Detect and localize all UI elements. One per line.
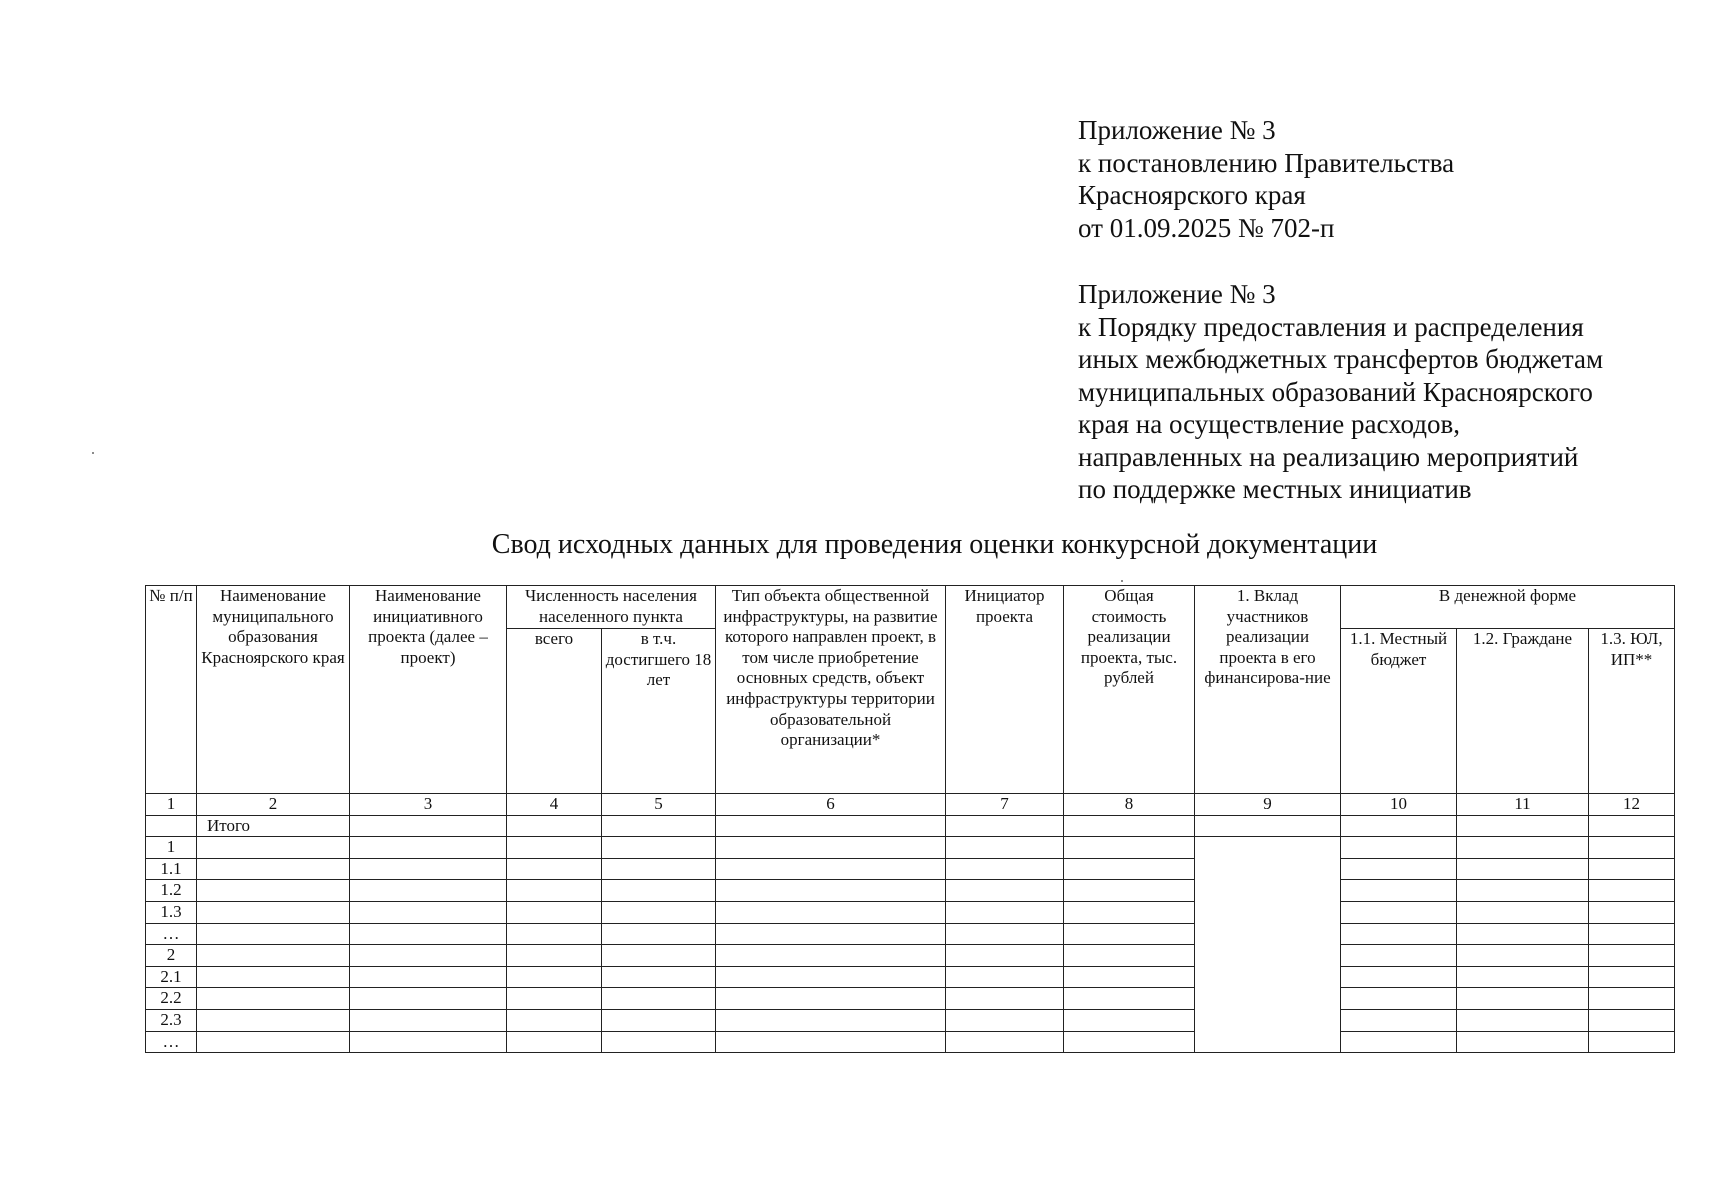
table-row [146, 837, 1675, 859]
table-row [146, 945, 1675, 967]
table-cell [197, 945, 350, 967]
document-title: Свод исходных данных для проведения оценки конкурсной документации [491, 529, 1378, 560]
table-cell [1064, 945, 1195, 967]
row-number: 1.2 [146, 880, 197, 902]
table-cell [602, 988, 716, 1010]
column-number: 5 [602, 794, 716, 816]
table-cell [350, 923, 507, 945]
appendix-top-block [1078, 114, 1454, 244]
table-cell [946, 858, 1064, 880]
appendix-top-line: к постановлению Правительства [1078, 147, 1455, 178]
table-cell [716, 1031, 946, 1053]
column-number: 9 [1195, 794, 1341, 816]
column-number: 3 [350, 794, 507, 816]
table-cell [1341, 1031, 1457, 1053]
table-cell [350, 1031, 507, 1053]
row-number: 1.1 [146, 858, 197, 880]
table-cell [1341, 923, 1457, 945]
table-cell [1457, 1031, 1589, 1053]
row-number: 1 [146, 837, 197, 859]
table-cell [1457, 837, 1589, 859]
table-cell [1589, 880, 1675, 902]
column-number: 10 [1341, 794, 1457, 816]
scan-speck [92, 452, 94, 454]
table-cell [1457, 923, 1589, 945]
table-cell [602, 880, 716, 902]
table-cell [1341, 901, 1457, 923]
table-cell [716, 880, 946, 902]
total-label: Итого [197, 815, 350, 837]
row-number: 2.3 [146, 1009, 197, 1031]
table-cell [197, 837, 350, 859]
table-cell [1457, 880, 1589, 902]
table-cell [350, 880, 507, 902]
table-cell [197, 966, 350, 988]
table-cell [1195, 815, 1341, 837]
header-local-budget: 1.1. Местный бюджет [1341, 629, 1457, 794]
table-cell [602, 966, 716, 988]
table-row [146, 880, 1675, 902]
appendix-top-line: Красноярского края [1078, 180, 1306, 210]
table-cell [1589, 1009, 1675, 1031]
table-row [146, 966, 1675, 988]
table-cell [1064, 880, 1195, 902]
table-cell [602, 1009, 716, 1031]
table-cell [507, 988, 602, 1010]
table-row [146, 923, 1675, 945]
header-population-adults: в т.ч. достигшего 18 лет [602, 629, 716, 794]
table-cell [507, 1031, 602, 1053]
appendix-bottom-line: направленных на реализацию мероприятий [1078, 441, 1579, 472]
header-population-group: Численность населения населенного пункта [507, 586, 716, 629]
table-cell [1064, 966, 1195, 988]
header-row-number: № п/п [146, 586, 197, 794]
appendix-bottom-block [1078, 278, 1603, 506]
row-number: … [146, 923, 197, 945]
table-cell [350, 901, 507, 923]
table-cell [1589, 858, 1675, 880]
appendix-bottom-line: края на осуществление расходов, [1078, 409, 1461, 439]
table-cell [946, 1009, 1064, 1031]
table-row [146, 1031, 1675, 1053]
appendix-bottom-line: муниципальных образований Красноярского [1078, 376, 1593, 407]
table-cell [716, 815, 946, 837]
header-municipality: Наименование муниципального образования Красноярского края [197, 586, 350, 794]
table-row [146, 1009, 1675, 1031]
header-project-name: Наименование инициативного проекта (далее – проект) [350, 586, 507, 794]
column-number: 12 [1589, 794, 1675, 816]
table-cell [197, 1031, 350, 1053]
table-cell [507, 923, 602, 945]
table-cell [507, 858, 602, 880]
table-cell [602, 901, 716, 923]
table-cell [602, 837, 716, 859]
header-population-total: всего [507, 629, 602, 794]
table-cell [350, 858, 507, 880]
table-cell [946, 966, 1064, 988]
header-infrastructure-type: Тип объекта общественной инфраструктуры, на развитие которого направлен проект, в том числе приобретение основных средств, объект инфраструктуры территории образовательной организации* [716, 586, 946, 794]
table-cell [602, 923, 716, 945]
table-cell [507, 815, 602, 837]
table-cell [716, 858, 946, 880]
table-row [146, 858, 1675, 880]
table-cell [946, 815, 1064, 837]
table-cell [507, 901, 602, 923]
table-cell [946, 945, 1064, 967]
table-row [146, 901, 1675, 923]
merged-contribution-cell [1195, 837, 1341, 1053]
table-cell [602, 945, 716, 967]
table-cell [602, 858, 716, 880]
table-cell [1589, 1031, 1675, 1053]
table-cell [1064, 815, 1195, 837]
header-citizens: 1.2. Граждане [1457, 629, 1589, 794]
column-number: 1 [146, 794, 197, 816]
appendix-top-line: Приложение № 3 [1078, 115, 1276, 145]
table-cell [1341, 815, 1457, 837]
table-cell [1064, 988, 1195, 1010]
table-cell [1589, 837, 1675, 859]
table-cell [602, 815, 716, 837]
table-cell [1589, 966, 1675, 988]
table-cell [1457, 901, 1589, 923]
appendix-bottom-line: к Порядку предоставления и распределения [1078, 311, 1584, 342]
table-cell [716, 923, 946, 945]
row-number: … [146, 1031, 197, 1053]
header-legal-entities: 1.3. ЮЛ, ИП** [1589, 629, 1675, 794]
table-cell [1341, 945, 1457, 967]
table-cell [507, 1009, 602, 1031]
summary-table [145, 585, 1675, 1053]
table-cell [946, 837, 1064, 859]
table-cell [350, 837, 507, 859]
table-cell [350, 966, 507, 988]
table-cell [946, 1031, 1064, 1053]
table-cell [1589, 988, 1675, 1010]
table-cell [1341, 1009, 1457, 1031]
table-cell [1341, 880, 1457, 902]
column-number: 8 [1064, 794, 1195, 816]
row-number: 1.3 [146, 901, 197, 923]
table-cell [1064, 837, 1195, 859]
table-cell [1589, 945, 1675, 967]
table-cell [1457, 858, 1589, 880]
column-number: 6 [716, 794, 946, 816]
appendix-bottom-line: иных межбюджетных трансфертов бюджетам [1078, 344, 1604, 374]
appendix-top-line: от 01.09.2025 № 702-п [1078, 212, 1335, 243]
table-cell [1589, 901, 1675, 923]
table-cell [1457, 966, 1589, 988]
header-initiator: Инициатор проекта [946, 586, 1064, 794]
table-cell [197, 901, 350, 923]
table-cell [1064, 923, 1195, 945]
table-cell [1589, 815, 1675, 837]
table-cell [507, 880, 602, 902]
table-cell [507, 966, 602, 988]
column-number: 2 [197, 794, 350, 816]
column-number: 4 [507, 794, 602, 816]
table-cell [602, 1031, 716, 1053]
header-total-cost: Общая стоимость реализации проекта, тыс. рублей [1064, 586, 1195, 794]
table-cell [1457, 815, 1589, 837]
table-cell [350, 945, 507, 967]
table-cell [716, 988, 946, 1010]
table-cell [1457, 988, 1589, 1010]
table-cell [197, 923, 350, 945]
table-cell [1064, 1031, 1195, 1053]
table-cell [1064, 901, 1195, 923]
header-participants-contribution: 1. Вклад участников реализации проекта в его финансирова-ние [1195, 586, 1341, 794]
table-cell [197, 858, 350, 880]
table-cell [1589, 923, 1675, 945]
table-cell [1457, 1009, 1589, 1031]
table-cell [1341, 988, 1457, 1010]
table-row [146, 988, 1675, 1010]
table-cell [1064, 1009, 1195, 1031]
table-cell [1341, 966, 1457, 988]
row-number: 2.2 [146, 988, 197, 1010]
table-cell [946, 988, 1064, 1010]
row-number: 2 [146, 945, 197, 967]
appendix-bottom-line: Приложение № 3 [1078, 279, 1276, 309]
table-cell [716, 837, 946, 859]
table-cell [946, 923, 1064, 945]
table-cell [197, 880, 350, 902]
column-number: 11 [1457, 794, 1589, 816]
table-cell [1341, 837, 1457, 859]
table-cell [1457, 945, 1589, 967]
table-cell [946, 901, 1064, 923]
table-cell [1064, 858, 1195, 880]
row-number: 2.1 [146, 966, 197, 988]
header-monetary-group: В денежной форме [1341, 586, 1675, 629]
appendix-bottom-line: по поддержке местных инициатив [1078, 474, 1472, 504]
table-cell [146, 815, 197, 837]
table-cell [1341, 858, 1457, 880]
table-cell [350, 1009, 507, 1031]
table-cell [507, 945, 602, 967]
scan-speck [1121, 580, 1123, 582]
table-cell [716, 945, 946, 967]
table-cell [197, 988, 350, 1010]
table-cell [507, 837, 602, 859]
table-cell [350, 988, 507, 1010]
table-cell [716, 966, 946, 988]
table-cell [716, 1009, 946, 1031]
table-cell [350, 815, 507, 837]
column-number: 7 [946, 794, 1064, 816]
table-cell [716, 901, 946, 923]
table-cell [197, 1009, 350, 1031]
table-cell [946, 880, 1064, 902]
